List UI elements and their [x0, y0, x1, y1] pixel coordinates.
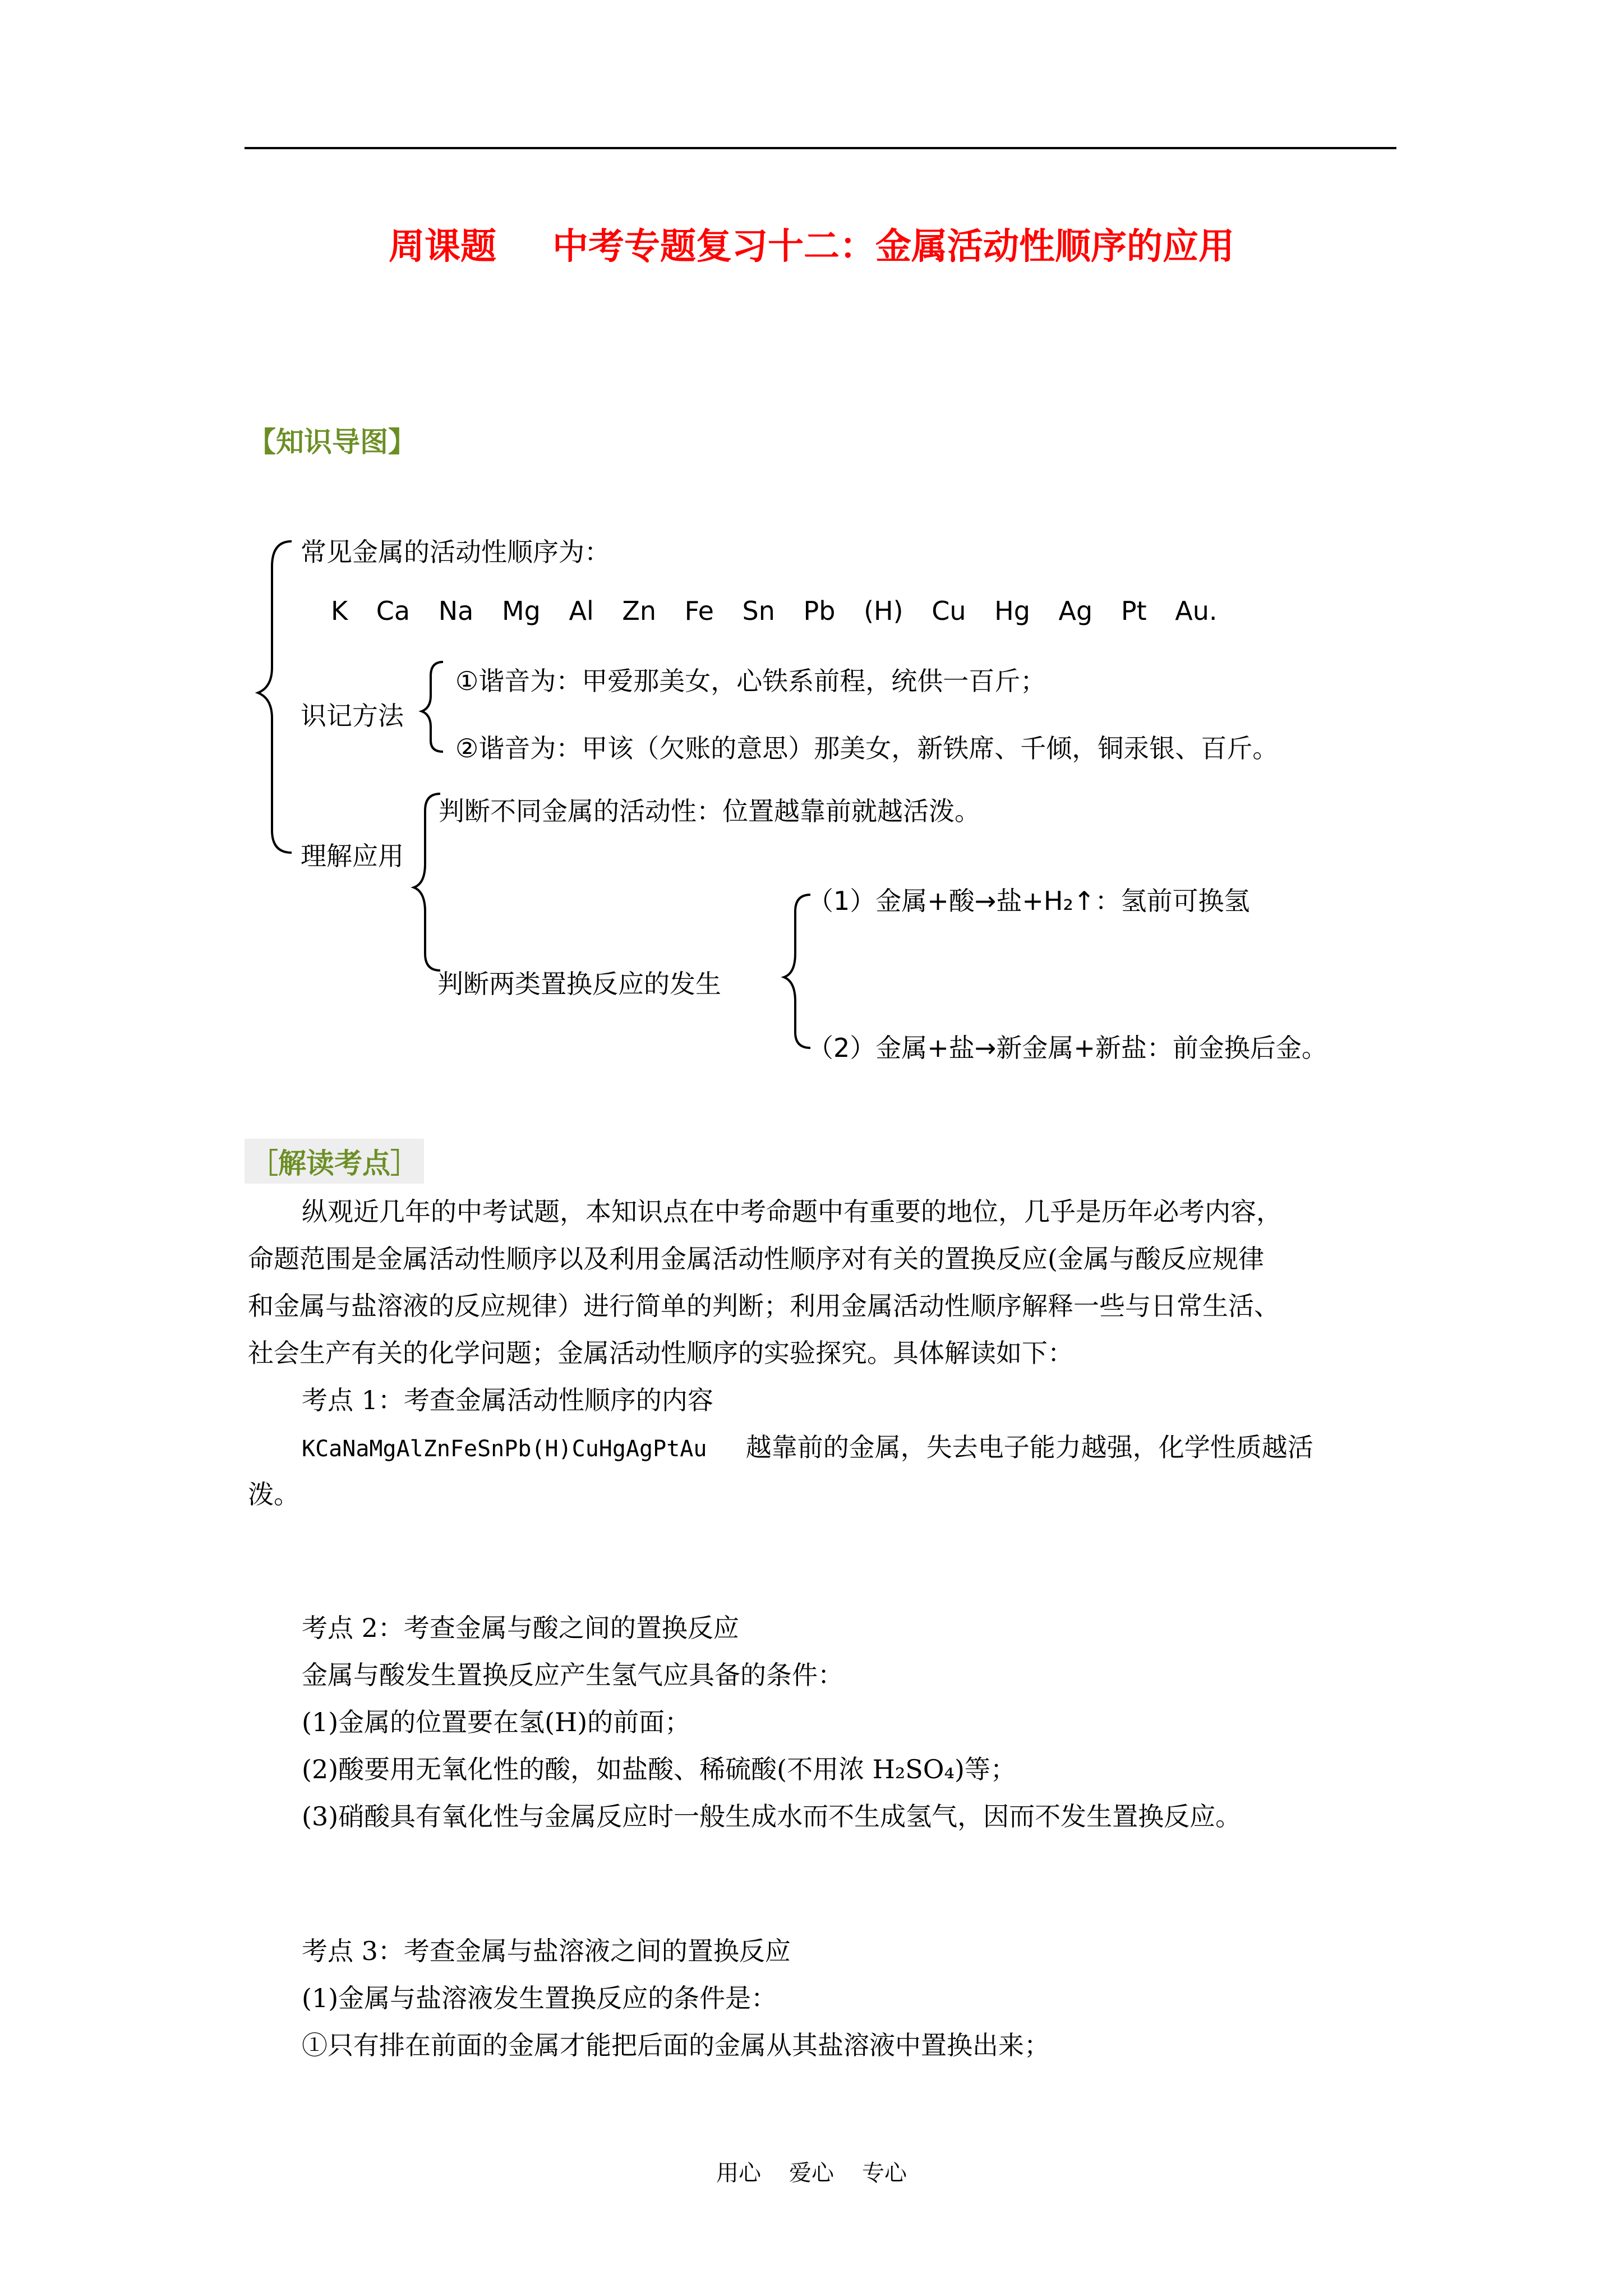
intro-line-2: 命题范围是金属活动性顺序以及利用金属活动性顺序对有关的置换反应(金属与酸反应规律 — [248, 1244, 1264, 1274]
title-part1: 周课题 — [389, 226, 496, 268]
footer-b: 爱心 — [789, 2160, 834, 2186]
metal-item: Hg — [994, 596, 1030, 626]
memory-line-2: ②谐音为：甲该（欠账的意思）那美女，新铁席、千倾，铜汞银、百斤。 — [455, 733, 1279, 763]
point2-condition-1: (1)金属的位置要在氢(H)的前面； — [302, 1707, 691, 1737]
page-footer — [0, 2155, 1623, 2187]
interpretation-label: ［解读考点］ — [245, 1139, 424, 1184]
knowledge-map-braces — [0, 0, 1623, 1122]
point1-heading: 考点 1：考查金属活动性顺序的内容 — [302, 1385, 713, 1415]
footer-a: 用心 — [716, 2160, 761, 2186]
point3-heading: 考点 3：考查金属与盐溶液之间的置换反应 — [302, 1936, 791, 1966]
memory-label: 识记方法 — [301, 701, 404, 731]
metal-item: Ag — [1058, 596, 1093, 626]
knowledge-map-label: 【知识导图】 — [248, 425, 416, 458]
reaction-1: （1）金属+酸→盐+H₂↑：氢前可换氢 — [808, 886, 1250, 916]
metal-item: Cu — [932, 596, 966, 626]
memory-line-1: ①谐音为：甲爱那美女，心铁系前程，统供一百斤； — [455, 666, 1046, 696]
point2-condition-3: (3)硝酸具有氧化性与金属反应时一般生成水而不生成氢气，因而不发生置换反应。 — [302, 1801, 1242, 1832]
metal-item: K — [331, 596, 348, 626]
metal-sequence — [331, 596, 1217, 626]
point3-condition-1: (1)金属与盐溶液发生置换反应的条件是： — [302, 1983, 777, 2013]
intro-line-4: 社会生产有关的化学问题；金属活动性顺序的实验探究。具体解读如下： — [248, 1338, 1073, 1368]
point2-heading: 考点 2：考查金属与酸之间的置换反应 — [302, 1613, 739, 1643]
point1-text: 越靠前的金属，失去电子能力越强，化学性质越活 — [745, 1432, 1313, 1462]
metal-item: Zn — [622, 596, 657, 626]
memory-brace — [422, 662, 443, 752]
judge-activity: 判断不同金属的活动性：位置越靠前就越活泼。 — [439, 796, 980, 826]
metal-item: Ca — [376, 596, 411, 626]
metal-item: Au. — [1175, 596, 1218, 626]
main-brace — [258, 541, 292, 853]
point1-sequence: KCaNaMgAlZnFeSnPb(H)CuHgAgPtAu — [302, 1436, 707, 1462]
point2-conditions-heading: 金属与酸发生置换反应产生氢气应具备的条件： — [302, 1660, 843, 1690]
title-part2: 中考专题复习十二：金属活动性顺序的应用 — [552, 226, 1234, 268]
intro-line-1: 纵观近几年的中考试题，本知识点在中考命题中有重要的地位，几乎是历年必考内容， — [302, 1197, 1282, 1227]
metal-item: Mg — [501, 596, 541, 626]
application-label: 理解应用 — [301, 841, 404, 871]
metal-item: (H) — [864, 596, 903, 626]
metal-item: Fe — [684, 596, 714, 626]
metal-item: Pt — [1121, 596, 1147, 626]
metal-item: Pb — [803, 596, 836, 626]
reaction-2: （2）金属+盐→新金属+新盐：前金换后金。 — [808, 1033, 1327, 1063]
point1-line — [302, 1424, 1313, 1473]
metal-item: Sn — [742, 596, 775, 626]
judge-reactions: 判断两类置换反应的发生 — [437, 969, 721, 999]
intro-line-3: 和金属与盐溶液的反应规律）进行简单的判断；利用金属活动性顺序解释一些与日常生活、 — [248, 1291, 1280, 1321]
order-heading: 常见金属的活动性顺序为： — [301, 537, 610, 567]
metal-item: Na — [438, 596, 474, 626]
point3-condition-2: ①只有排在前面的金属才能把后面的金属从其盐溶液中置换出来； — [302, 2030, 1050, 2060]
reactions-brace — [784, 895, 810, 1048]
footer-c: 专心 — [862, 2160, 907, 2186]
point1-text-end: 泼。 — [248, 1479, 299, 1510]
point2-condition-2: (2)酸要用无氧化性的酸，如盐酸、稀硫酸(不用浓 H₂SO₄)等； — [302, 1754, 1016, 1784]
metal-item: Al — [569, 596, 594, 626]
application-brace — [414, 794, 440, 970]
